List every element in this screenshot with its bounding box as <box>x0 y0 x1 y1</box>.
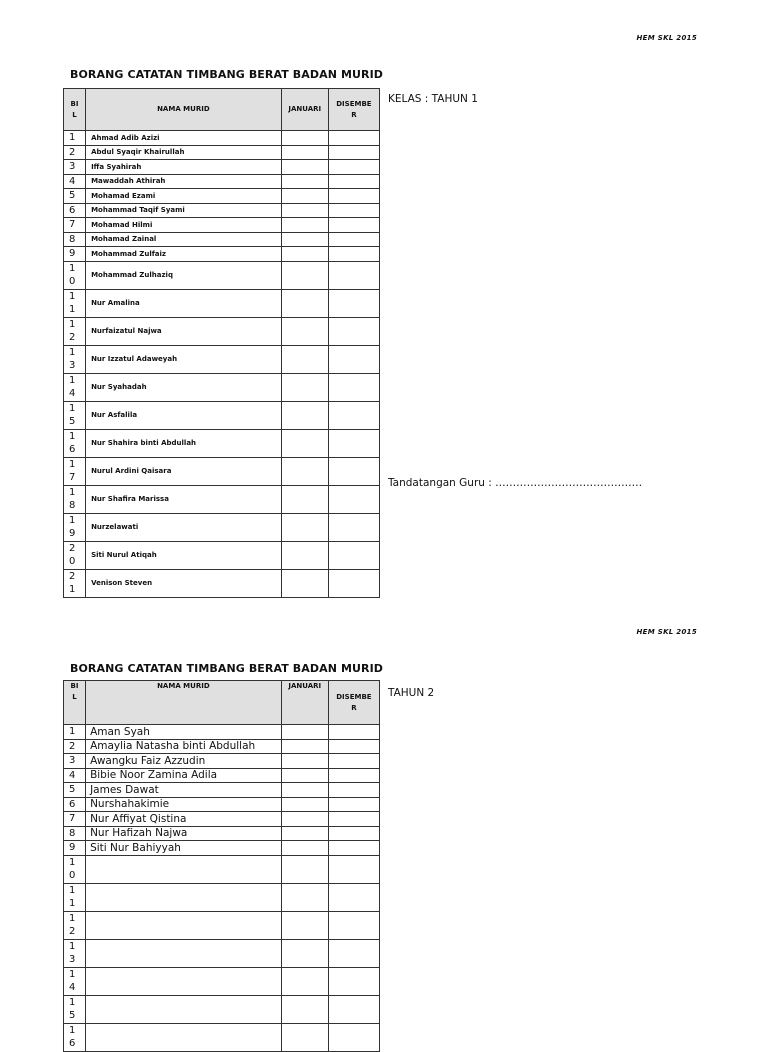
row-number: 2 1 <box>64 569 86 597</box>
header-januari: JANUARI <box>281 681 328 725</box>
januari-weight-cell <box>281 174 328 189</box>
disember-weight-cell <box>328 247 379 262</box>
row-number: 6 <box>64 203 86 218</box>
table-row <box>64 739 380 754</box>
form-title: BORANG CATATAN TIMBANG BERAT BADAN MURID <box>70 68 384 81</box>
disember-weight-cell <box>328 768 379 783</box>
row-number: 1 4 <box>64 373 86 401</box>
row-number: 1 <box>64 725 86 740</box>
row-number: 4 <box>64 174 86 189</box>
table-row <box>64 855 380 883</box>
student-name: Awangku Faiz Azzudin <box>86 754 282 769</box>
row-number: 1 1 <box>64 289 86 317</box>
row-number: 1 9 <box>64 513 86 541</box>
row-number: 1 8 <box>64 485 86 513</box>
weight-record-table <box>63 88 380 598</box>
januari-weight-cell <box>281 826 328 841</box>
row-number: 8 <box>64 826 86 841</box>
student-name: Nur Izzatul Adaweyah <box>86 345 282 373</box>
disember-weight-cell <box>328 232 379 247</box>
table-row <box>64 995 380 1023</box>
januari-weight-cell <box>281 457 328 485</box>
table-row <box>64 345 380 373</box>
januari-weight-cell <box>281 911 328 939</box>
januari-weight-cell <box>281 569 328 597</box>
table-row <box>64 768 380 783</box>
student-name: Siti Nurul Atiqah <box>86 541 282 569</box>
januari-weight-cell <box>281 345 328 373</box>
student-name: Mohamad Hilmi <box>86 218 282 233</box>
disember-weight-cell <box>328 739 379 754</box>
table-row <box>64 401 380 429</box>
disember-weight-cell <box>328 783 379 798</box>
disember-weight-cell <box>328 569 379 597</box>
table-header-row <box>64 681 380 725</box>
student-name: Nur Amalina <box>86 289 282 317</box>
disember-weight-cell <box>328 754 379 769</box>
januari-weight-cell <box>281 232 328 247</box>
januari-weight-cell <box>281 513 328 541</box>
row-number: 9 <box>64 247 86 262</box>
disember-weight-cell <box>328 541 379 569</box>
table-row <box>64 812 380 827</box>
januari-weight-cell <box>281 429 328 457</box>
student-name: Abdul Syaqir Khairullah <box>86 145 282 160</box>
row-number: 9 <box>64 841 86 856</box>
januari-weight-cell <box>281 967 328 995</box>
januari-weight-cell <box>281 247 328 262</box>
table-row <box>64 174 380 189</box>
row-number: 1 3 <box>64 345 86 373</box>
header-januari: JANUARI <box>281 89 328 131</box>
row-number: 5 <box>64 783 86 798</box>
form-code: HEM SKL 2015 <box>636 34 697 42</box>
januari-weight-cell <box>281 261 328 289</box>
table-row <box>64 939 380 967</box>
disember-weight-cell <box>328 457 379 485</box>
row-number: 1 1 <box>64 883 86 911</box>
row-number: 5 <box>64 189 86 204</box>
disember-weight-cell <box>328 826 379 841</box>
student-name: Amaylia Natasha binti Abdullah <box>86 739 282 754</box>
disember-weight-cell <box>328 939 379 967</box>
student-name: Mohammad Zulhaziq <box>86 261 282 289</box>
table-row <box>64 541 380 569</box>
student-name: Mohammad Zulfaiz <box>86 247 282 262</box>
student-name <box>86 1023 282 1051</box>
student-name: Siti Nur Bahiyyah <box>86 841 282 856</box>
disember-weight-cell <box>328 189 379 204</box>
table-row <box>64 145 380 160</box>
table-row <box>64 247 380 262</box>
table-row <box>64 160 380 175</box>
januari-weight-cell <box>281 1023 328 1051</box>
form-title: BORANG CATATAN TIMBANG BERAT BADAN MURID <box>70 662 384 675</box>
class-label: TAHUN 2 <box>388 687 435 699</box>
row-number: 1 4 <box>64 967 86 995</box>
student-name: Nurzelawati <box>86 513 282 541</box>
student-name: Ahmad Adib Azizi <box>86 131 282 146</box>
row-number: 6 <box>64 797 86 812</box>
table-row <box>64 189 380 204</box>
header-nama-murid: NAMA MURID <box>86 681 282 725</box>
student-name: Nur Syahadah <box>86 373 282 401</box>
student-name <box>86 967 282 995</box>
januari-weight-cell <box>281 160 328 175</box>
disember-weight-cell <box>328 203 379 218</box>
table-row <box>64 485 380 513</box>
januari-weight-cell <box>281 739 328 754</box>
student-name: Nurshahakimie <box>86 797 282 812</box>
disember-weight-cell <box>328 373 379 401</box>
januari-weight-cell <box>281 883 328 911</box>
header-disember: DISEMBE R <box>328 681 379 725</box>
row-number: 1 2 <box>64 317 86 345</box>
januari-weight-cell <box>281 754 328 769</box>
student-name: Bibie Noor Zamina Adila <box>86 768 282 783</box>
table-row <box>64 967 380 995</box>
disember-weight-cell <box>328 513 379 541</box>
disember-weight-cell <box>328 1023 379 1051</box>
student-name: Nur Shafira Marissa <box>86 485 282 513</box>
student-name: Venison Steven <box>86 569 282 597</box>
januari-weight-cell <box>281 203 328 218</box>
row-number: 1 6 <box>64 429 86 457</box>
januari-weight-cell <box>281 768 328 783</box>
disember-weight-cell <box>328 174 379 189</box>
januari-weight-cell <box>281 317 328 345</box>
table-row <box>64 783 380 798</box>
disember-weight-cell <box>328 911 379 939</box>
row-number: 1 5 <box>64 401 86 429</box>
student-name: Nurfaizatul Najwa <box>86 317 282 345</box>
januari-weight-cell <box>281 145 328 160</box>
table-row <box>64 826 380 841</box>
table-row <box>64 457 380 485</box>
januari-weight-cell <box>281 812 328 827</box>
table-row <box>64 513 380 541</box>
student-name: Mohamad Ezami <box>86 189 282 204</box>
table-row <box>64 797 380 812</box>
student-name <box>86 911 282 939</box>
disember-weight-cell <box>328 995 379 1023</box>
row-number: 7 <box>64 218 86 233</box>
student-name: James Dawat <box>86 783 282 798</box>
student-name: Nurul Ardini Qaisara <box>86 457 282 485</box>
januari-weight-cell <box>281 725 328 740</box>
januari-weight-cell <box>281 541 328 569</box>
januari-weight-cell <box>281 797 328 812</box>
student-name: Mohamad Zainal <box>86 232 282 247</box>
januari-weight-cell <box>281 131 328 146</box>
table-row <box>64 131 380 146</box>
table-row <box>64 218 380 233</box>
disember-weight-cell <box>328 855 379 883</box>
form-code: HEM SKL 2015 <box>636 628 697 636</box>
row-number: 1 0 <box>64 261 86 289</box>
student-name <box>86 883 282 911</box>
student-name: Nur Asfalila <box>86 401 282 429</box>
student-name: Mawaddah Athirah <box>86 174 282 189</box>
row-number: 1 5 <box>64 995 86 1023</box>
disember-weight-cell <box>328 725 379 740</box>
januari-weight-cell <box>281 189 328 204</box>
disember-weight-cell <box>328 797 379 812</box>
januari-weight-cell <box>281 783 328 798</box>
table-row <box>64 1023 380 1051</box>
disember-weight-cell <box>328 485 379 513</box>
table-row <box>64 203 380 218</box>
header-nama-murid: NAMA MURID <box>86 89 282 131</box>
disember-weight-cell <box>328 429 379 457</box>
table-row <box>64 754 380 769</box>
januari-weight-cell <box>281 485 328 513</box>
disember-weight-cell <box>328 218 379 233</box>
table-row <box>64 232 380 247</box>
row-number: 2 <box>64 145 86 160</box>
disember-weight-cell <box>328 145 379 160</box>
header-disember: DISEMBE R <box>328 89 379 131</box>
table-row <box>64 429 380 457</box>
row-number: 2 0 <box>64 541 86 569</box>
table-row <box>64 289 380 317</box>
januari-weight-cell <box>281 401 328 429</box>
disember-weight-cell <box>328 131 379 146</box>
januari-weight-cell <box>281 855 328 883</box>
januari-weight-cell <box>281 939 328 967</box>
table-row <box>64 725 380 740</box>
januari-weight-cell <box>281 995 328 1023</box>
student-name <box>86 939 282 967</box>
student-name: Nur Hafizah Najwa <box>86 826 282 841</box>
table-row <box>64 373 380 401</box>
table-row <box>64 911 380 939</box>
disember-weight-cell <box>328 812 379 827</box>
disember-weight-cell <box>328 841 379 856</box>
disember-weight-cell <box>328 160 379 175</box>
disember-weight-cell <box>328 261 379 289</box>
row-number: 1 0 <box>64 855 86 883</box>
januari-weight-cell <box>281 373 328 401</box>
row-number: 7 <box>64 812 86 827</box>
teacher-signature-line: Tandatangan Guru : …………………………………… <box>388 477 643 489</box>
table-row <box>64 841 380 856</box>
disember-weight-cell <box>328 883 379 911</box>
row-number: 1 2 <box>64 911 86 939</box>
table-row <box>64 569 380 597</box>
header-bil: BI L <box>64 89 86 131</box>
header-bil: BI L <box>64 681 86 725</box>
disember-weight-cell <box>328 401 379 429</box>
disember-weight-cell <box>328 967 379 995</box>
class-label: KELAS : TAHUN 1 <box>388 93 478 105</box>
disember-weight-cell <box>328 317 379 345</box>
student-name <box>86 855 282 883</box>
weight-record-table <box>63 680 380 1052</box>
row-number: 8 <box>64 232 86 247</box>
student-name <box>86 995 282 1023</box>
row-number: 3 <box>64 754 86 769</box>
row-number: 1 3 <box>64 939 86 967</box>
row-number: 1 6 <box>64 1023 86 1051</box>
table-row <box>64 317 380 345</box>
table-row <box>64 883 380 911</box>
student-name: Nur Affiyat Qistina <box>86 812 282 827</box>
disember-weight-cell <box>328 345 379 373</box>
row-number: 1 <box>64 131 86 146</box>
row-number: 2 <box>64 739 86 754</box>
student-name: Aman Syah <box>86 725 282 740</box>
student-name: Iffa Syahirah <box>86 160 282 175</box>
januari-weight-cell <box>281 218 328 233</box>
januari-weight-cell <box>281 841 328 856</box>
row-number: 4 <box>64 768 86 783</box>
row-number: 3 <box>64 160 86 175</box>
table-row <box>64 261 380 289</box>
januari-weight-cell <box>281 289 328 317</box>
student-name: Mohammad Taqif Syami <box>86 203 282 218</box>
disember-weight-cell <box>328 289 379 317</box>
table-header-row <box>64 89 380 131</box>
row-number: 1 7 <box>64 457 86 485</box>
student-name: Nur Shahira binti Abdullah <box>86 429 282 457</box>
